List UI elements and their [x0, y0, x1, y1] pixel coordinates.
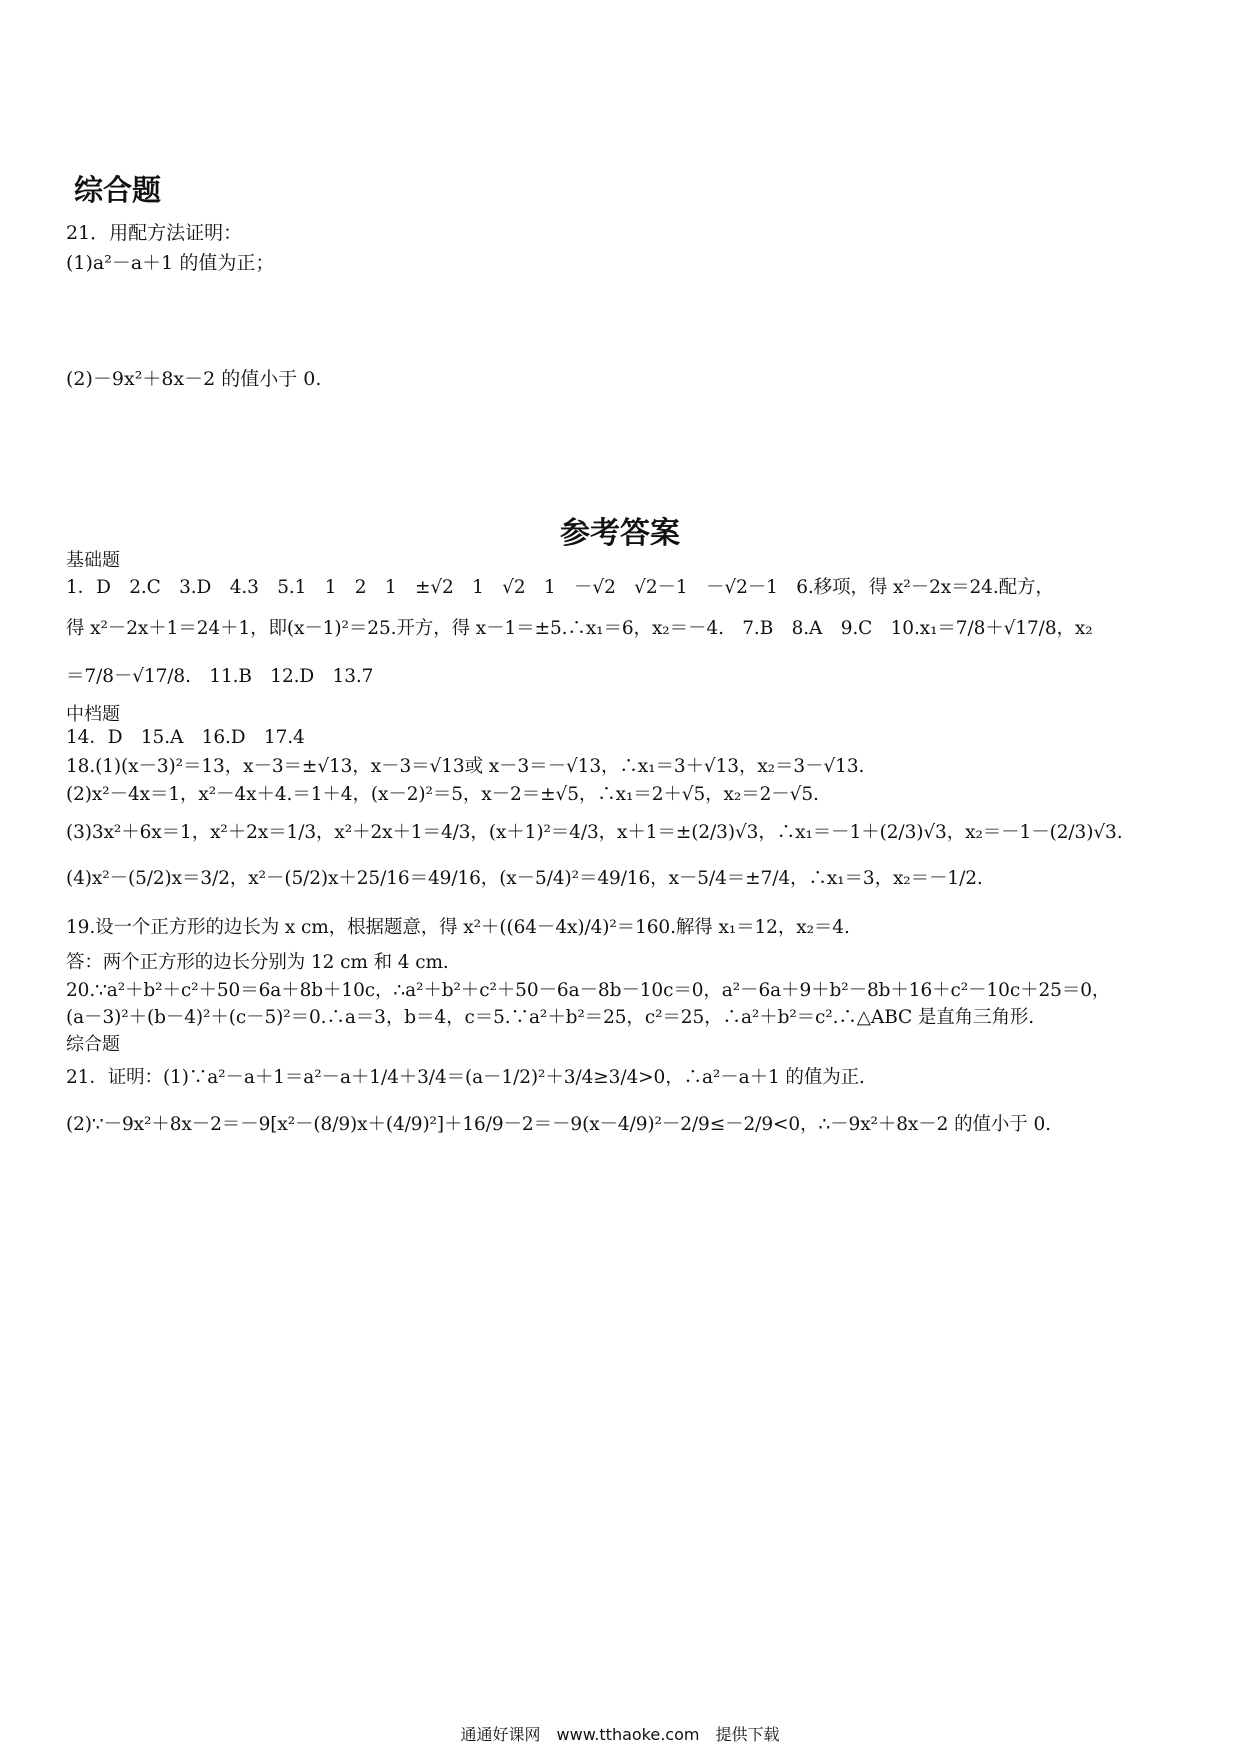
question-21-part-2: (2)－9x²＋8x－2 的值小于 0. [66, 368, 322, 390]
answer-line: 19.设一个正方形的边长为 x cm，根据题意，得 x²＋((64－4x)/4)²＝160.解得 x₁＝12，x₂＝4. [66, 917, 850, 938]
question-21-part-1: (1)a²－a＋1 的值为正； [66, 252, 275, 274]
mid-heading: 中档题 [66, 704, 120, 725]
comprehensive-heading: 综合题 [66, 1034, 120, 1055]
answer-line: 20.∵a²＋b²＋c²＋50＝6a＋8b＋10c，∴a²＋b²＋c²＋50－6a－8b－10c＝0，a²－6a＋9＋b²－8b＋16＋c²－10c＋25＝0， [66, 980, 1111, 1001]
answer-line: (2)x²－4x＝1，x²－4x＋4.＝1＋4，(x－2)²＝5，x－2＝±√5，∴x₁＝2＋√5，x₂＝2－√5. [66, 784, 819, 805]
footer-credit: 通通好课网 www.tthaoke.com 提供下载 [460, 1725, 780, 1744]
answer-line: (2)∵－9x²＋8x－2＝－9[x²－(8/9)x＋(4/9)²]＋16/9－2＝－9(x－4/9)²－2/9≤－2/9<0，∴－9x²＋8x－2 的值小于 0. [66, 1114, 1051, 1135]
answer-line: 1．D 2.C 3.D 4.3 5.1 1 2 1 ±√2 1 √2 1 －√2 √2－1 －√2－1 6.移项，得 x²－2x＝24.配方， [66, 577, 1054, 598]
question-21-prompt: 21．用配方法证明： [66, 222, 243, 244]
answer-line: 14．D 15.A 16.D 17.4 [66, 727, 305, 748]
answer-key-title: 参考答案 [560, 516, 680, 551]
answer-line: 21．证明：(1)∵a²－a＋1＝a²－a＋1/4＋3/4＝(a－1/2)²＋3/4≥3/4>0，∴a²－a＋1 的值为正. [66, 1067, 865, 1088]
answer-line: ＝7/8－√17/8. 11.B 12.D 13.7 [66, 666, 374, 687]
answer-line: (a－3)²＋(b－4)²＋(c－5)²＝0.∴a＝3，b＝4，c＝5.∵a²＋b²＝25，c²＝25，∴a²＋b²＝c².∴△ABC 是直角三角形. [66, 1007, 1035, 1028]
answer-line: 答：两个正方形的边长分别为 12 cm 和 4 cm. [66, 952, 449, 973]
answer-line: 得 x²－2x＋1＝24＋1，即(x－1)²＝25.开方，得 x－1＝±5.∴x₁＝6，x₂＝－4. 7.B 8.A 9.C 10.x₁＝7/8＋√17/8，x₂ [66, 618, 1093, 639]
basic-heading: 基础题 [66, 550, 120, 571]
answer-line: (3)3x²＋6x＝1，x²＋2x＝1/3，x²＋2x＋1＝4/3，(x＋1)²＝4/3，x＋1＝±(2/3)√3，∴x₁＝－1＋(2/3)√3，x₂＝－1－(2/3)√3. [66, 822, 1123, 843]
answer-line: 18.(1)(x－3)²＝13，x－3＝±√13，x－3＝√13或 x－3＝－√13，∴x₁＝3＋√13，x₂＝3－√13. [66, 756, 865, 777]
answer-line: (4)x²－(5/2)x＝3/2，x²－(5/2)x＋25/16＝49/16，(x－5/4)²＝49/16，x－5/4＝±7/4，∴x₁＝3，x₂＝－1/2. [66, 868, 983, 889]
section-title: 综合题 [74, 173, 162, 207]
